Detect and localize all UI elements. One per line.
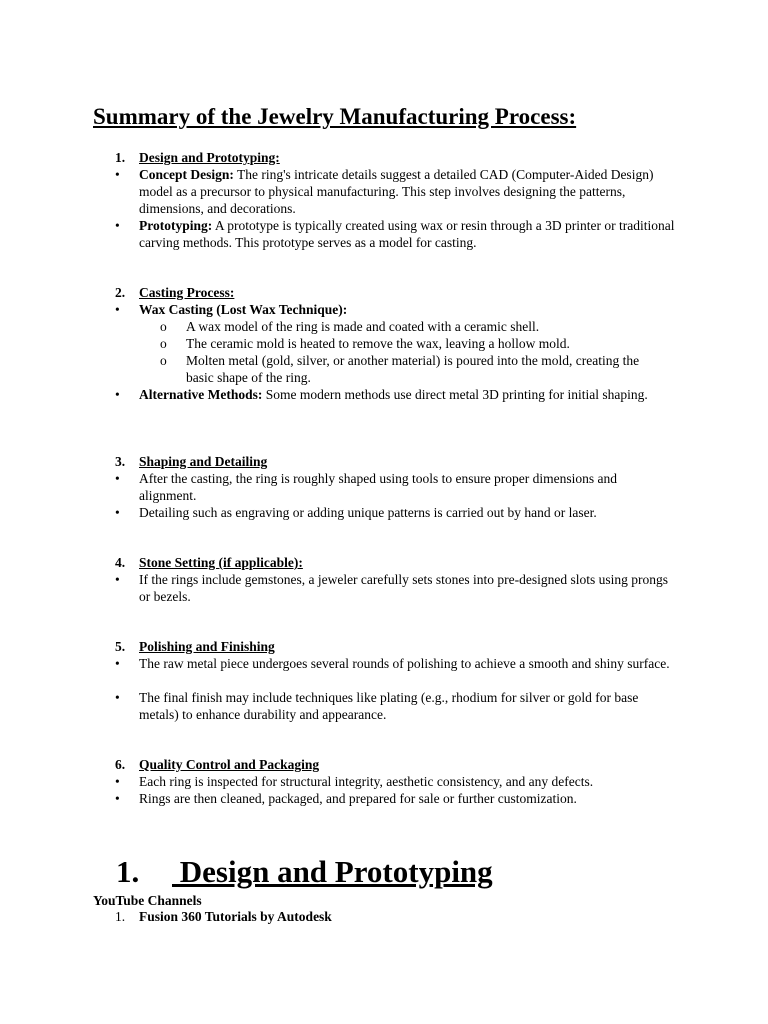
sub-bullet-marker: o	[160, 336, 167, 351]
bullet-item	[115, 689, 675, 723]
bullet-text: After the casting, the ring is roughly shaped using tools to ensure proper dimensions and alignment.	[139, 471, 618, 503]
bullet-item	[115, 655, 675, 672]
heading-number: 1.	[116, 854, 140, 889]
section-title: Design and Prototyping:	[139, 150, 280, 165]
section-heading-2	[115, 284, 234, 301]
section-title: Quality Control and Packaging	[139, 757, 320, 772]
document-title: Summary of the Jewelry Manufacturing Process:	[93, 104, 577, 129]
bullet-text: The ring's intricate details suggest a detailed CAD (Computer-Aided Design) model as a precursor to physical manufacturing. This step involves designing the patterns, dimensions, and decorations.	[139, 167, 654, 216]
bullet-text: Each ring is inspected for structural integrity, aesthetic consistency, and any defects.	[139, 774, 594, 789]
list-number: 1.	[115, 909, 126, 924]
youtube-list-item	[115, 908, 332, 925]
bullet-label: Concept Design:	[139, 167, 234, 182]
bullet-text: A prototype is typically created using wax or resin through a 3D printer or traditional carving methods. This prototype serves as a model for casting.	[139, 218, 675, 250]
heading-design-prototyping	[116, 852, 493, 892]
bullet-marker: •	[115, 791, 120, 806]
sub-bullet-marker: o	[160, 319, 167, 334]
heading-label: Design and Prototyping	[172, 854, 493, 889]
bullet-text: Detailing such as engraving or adding unique patterns is carried out by hand or laser.	[139, 505, 597, 520]
section-title: Polishing and Finishing	[139, 639, 275, 654]
bullet-text: If the rings include gemstones, a jeweler carefully sets stones into pre-designed slots using prongs or bezels.	[139, 572, 669, 604]
bullet-item	[115, 571, 675, 605]
youtube-channels-heading: YouTube Channels	[93, 893, 202, 908]
bullet-marker: •	[115, 167, 120, 182]
section-number: 6.	[115, 757, 126, 772]
bullet-text: The final finish may include techniques like plating (e.g., rhodium for silver or gold for base metals) to enhance durability and appearance.	[139, 690, 639, 722]
section-title: Shaping and Detailing	[139, 454, 268, 469]
sub-bullet-text: The ceramic mold is heated to remove the wax, leaving a hollow mold.	[186, 336, 570, 351]
bullet-marker: •	[115, 572, 120, 587]
section-number: 2.	[115, 285, 126, 300]
section-heading-3	[115, 453, 267, 470]
bullet-text: The raw metal piece undergoes several rounds of polishing to achieve a smooth and shiny surface.	[139, 656, 670, 671]
bullet-item	[115, 504, 675, 521]
bullet-text: Some modern methods use direct metal 3D printing for initial shaping.	[262, 387, 648, 402]
bullet-item	[115, 773, 675, 790]
section-heading-6	[115, 756, 319, 773]
bullet-label: Prototyping:	[139, 218, 213, 233]
bullet-marker: •	[115, 471, 120, 486]
bullet-item	[115, 470, 675, 504]
section-heading-5	[115, 638, 275, 655]
section-heading-1	[115, 149, 280, 166]
sub-bullet-text: A wax model of the ring is made and coated with a ceramic shell.	[186, 319, 540, 334]
bullet-marker: •	[115, 656, 120, 671]
sub-bullet-marker: o	[160, 353, 167, 368]
list-label: Fusion 360 Tutorials by Autodesk	[139, 909, 332, 924]
bullet-item	[115, 166, 675, 217]
sub-bullet-item	[160, 335, 660, 352]
section-number: 5.	[115, 639, 126, 654]
bullet-item	[115, 217, 675, 251]
bullet-marker: •	[115, 690, 120, 705]
section-number: 1.	[115, 150, 126, 165]
bullet-item	[115, 386, 675, 403]
bullet-marker: •	[115, 505, 120, 520]
section-number: 4.	[115, 555, 126, 570]
sub-bullet-item	[160, 352, 660, 386]
sub-bullet-text: Molten metal (gold, silver, or another material) is poured into the mold, creating the basic shape of the ring.	[186, 353, 640, 385]
section-title: Stone Setting (if applicable):	[139, 555, 303, 570]
section-number: 3.	[115, 454, 126, 469]
sub-bullet-item	[160, 318, 660, 335]
section-heading-4	[115, 554, 303, 571]
bullet-item	[115, 790, 675, 807]
bullet-text: Rings are then cleaned, packaged, and prepared for sale or further customization.	[139, 791, 577, 806]
bullet-label: Wax Casting (Lost Wax Technique):	[139, 302, 348, 317]
bullet-label: Alternative Methods:	[139, 387, 263, 402]
bullet-marker: •	[115, 774, 120, 789]
bullet-marker: •	[115, 302, 120, 317]
section-title: Casting Process:	[139, 285, 235, 300]
bullet-item	[115, 301, 675, 318]
bullet-marker: •	[115, 387, 120, 402]
bullet-marker: •	[115, 218, 120, 233]
